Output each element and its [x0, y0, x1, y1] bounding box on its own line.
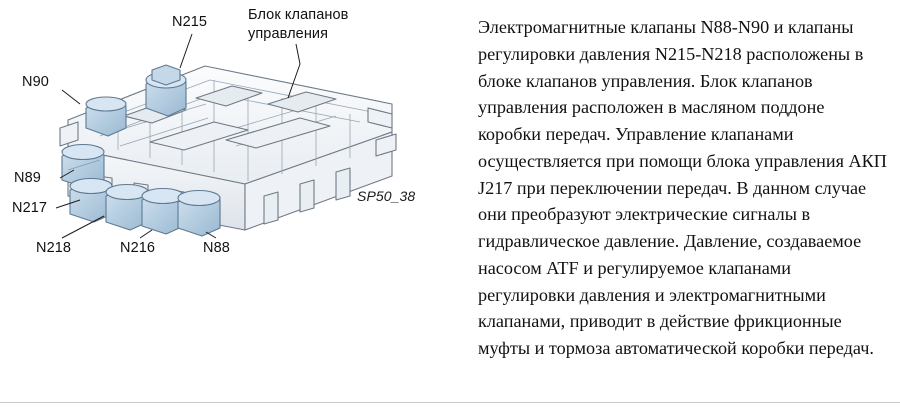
- callout-label-n215: N215: [172, 14, 208, 30]
- leader-n216: [140, 230, 152, 238]
- callout-label-valve-body: Блок клапанов управления: [248, 7, 349, 42]
- solenoid-n88: [178, 191, 220, 237]
- leader-n218: [62, 216, 104, 238]
- leader-n88: [206, 232, 216, 238]
- callout-label-n88: N88: [203, 240, 230, 256]
- callout-label-n90: N90: [22, 74, 49, 90]
- figure-code: SP50_38: [357, 188, 416, 204]
- description-text: Электромагнитные клапаны N88-N90 и клапаны регулировки давления N215-N218 расположены в блоке клапанов управления. Блок клапанов управления расположен в масляном поддоне коробки передач. Управление клапанами осуществляется при помощи блока управления АКП J217 при переключении передач. В данном случае они преобразуют электрические сигналы в гидравлическое давление. Давление, создаваемое насосом ATF и регулируемое клапанами регулировки давления и электромагнитными клапанами, приводит в действие фрикционные муфты и тормоза автоматической коробки передач.: [478, 17, 887, 358]
- solenoid-n90: [86, 97, 126, 136]
- callout-label-n216: N216: [120, 240, 156, 256]
- solenoid-n215: [146, 65, 186, 116]
- leader-n215: [180, 34, 192, 68]
- callout-label-n89: N89: [14, 170, 41, 186]
- description-panel: [478, 14, 890, 362]
- callout-label-n218: N218: [36, 240, 72, 256]
- callout-label-n217: N217: [12, 200, 48, 216]
- bottom-divider: [0, 402, 900, 403]
- leader-n90: [62, 90, 80, 104]
